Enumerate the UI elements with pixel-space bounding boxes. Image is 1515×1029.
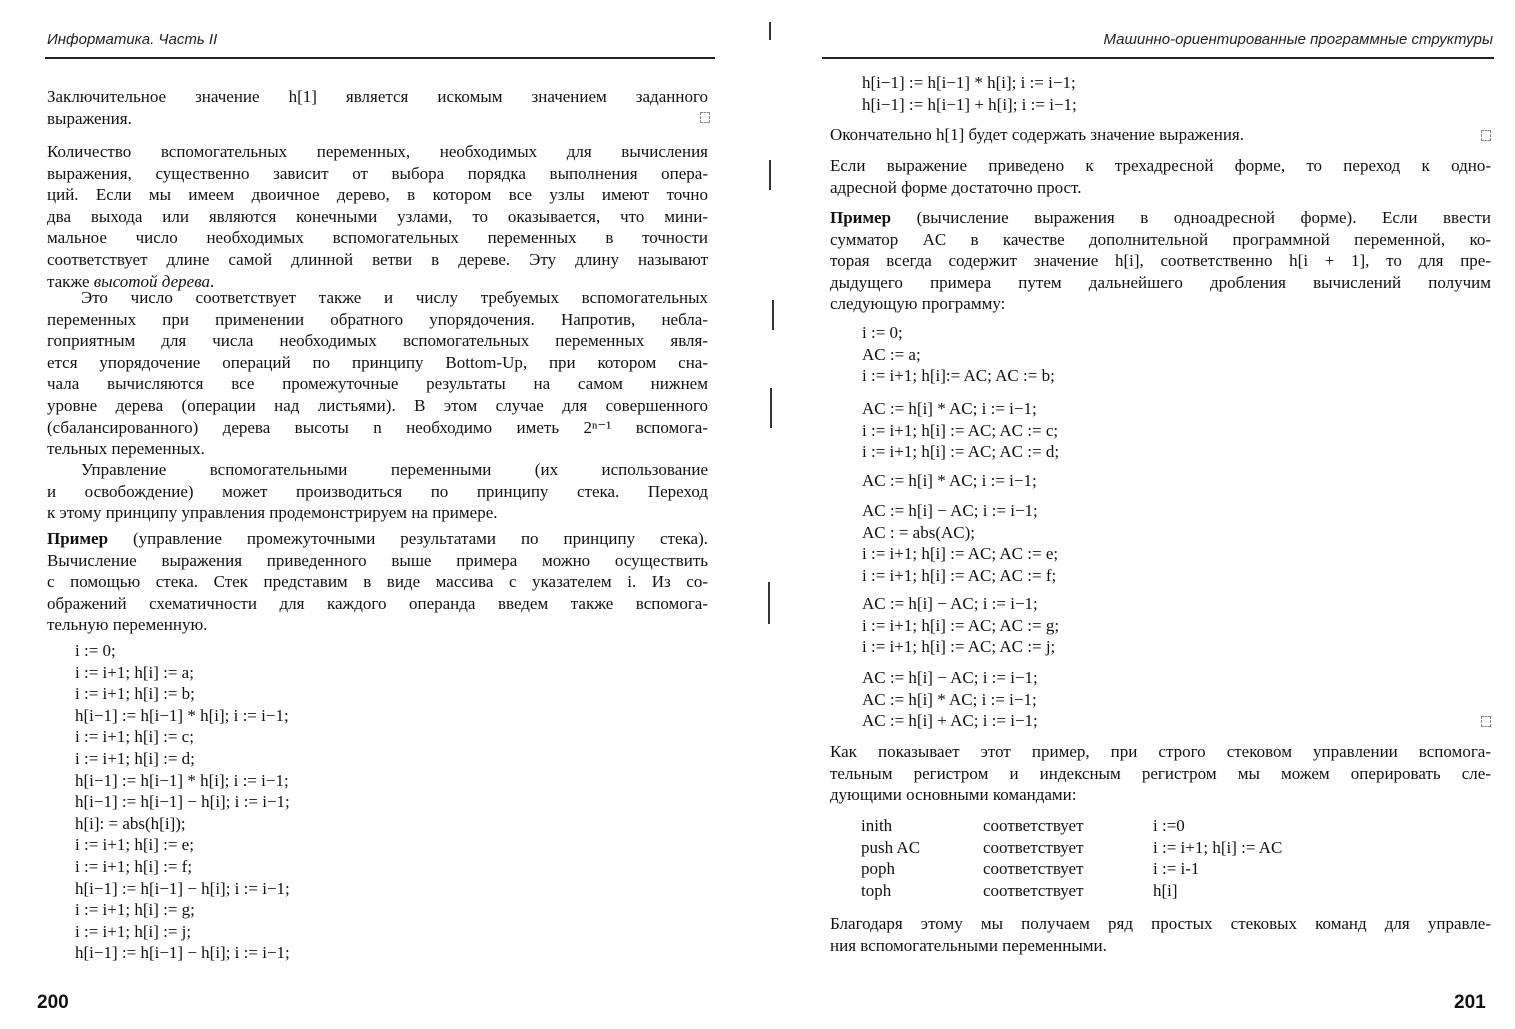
code-line: AC := h[i] * AC; i := i−1;: [862, 471, 1037, 490]
code-line: i := i+1; h[i] := f;: [75, 856, 193, 876]
text-line: Как показывает этот пример, при строго стековом управлении вспомога-: [830, 742, 1491, 761]
left-page-number: 200: [37, 992, 69, 1013]
command-eq: i := i-1: [1153, 859, 1200, 879]
paragraph: [47, 528, 708, 636]
code-line: AC := a;: [862, 344, 921, 364]
code-line: i := i+1; h[i] := AC; AC := e;: [862, 544, 1059, 564]
example-label: Пример: [830, 208, 892, 227]
left-running-header: Информатика. Часть II: [47, 31, 218, 48]
command-rel: соответствует: [983, 859, 1084, 879]
command-eq: i :=0: [1153, 816, 1185, 835]
text-line: Вычисление выражения приведенного выше примера можно осуществить: [47, 550, 708, 570]
code-line: i := i+1; h[i] := e;: [75, 835, 194, 855]
text-line: с помощью стека. Стек представим в виде массива с указателем i. Из со-: [47, 572, 708, 592]
code-line: h[i−1] := h[i−1] * h[i]; i := i−1;: [862, 73, 1076, 92]
text-line: торая всегда содержит значение h[i], соответственно h[i + 1], то для пре-: [830, 251, 1491, 271]
command-cmd: inith: [861, 816, 893, 835]
paragraph: [830, 913, 1491, 956]
code-listing: [862, 322, 1362, 387]
paragraph: [830, 207, 1491, 315]
code-listing: [862, 500, 1362, 586]
code-line: i := i+1; h[i]:= AC; AC := b;: [862, 366, 1055, 386]
text-line: Пример (вычисление выражения в одноадресной форме). Если ввести: [830, 208, 1491, 227]
paragraph: [47, 287, 708, 460]
code-line: AC := h[i] − AC; i := i−1;: [862, 668, 1038, 687]
paragraph: [830, 124, 1390, 146]
code-line: AC := h[i] * AC; i := i−1;: [862, 399, 1037, 418]
text-line: Управление вспомогательными переменными (их использование: [81, 460, 708, 479]
text-line: Это число соответствует также и числу требуемых вспомогательных: [81, 288, 708, 307]
text-line: Количество вспомогательных переменных, необходимых для вычисления: [47, 142, 708, 161]
paragraph: [47, 86, 708, 129]
end-of-example-icon: [1481, 130, 1491, 141]
code-line: i := 0;: [862, 323, 903, 342]
text-line: тельным регистром и индексным регистром мы можем оперировать сле-: [830, 763, 1491, 783]
scan-artifact: [770, 388, 772, 428]
text-line: мальное число необходимых вспомогательных переменных в точности: [47, 228, 708, 248]
text-line: и освобождение) может производиться по принципу стека. Переход: [47, 481, 708, 501]
code-line: i := i+1; h[i] := a;: [75, 662, 194, 682]
command-row: [861, 815, 1282, 837]
code-line: i := i+1; h[i] := AC; AC := g;: [862, 615, 1060, 635]
command-row: [861, 858, 1282, 880]
text-line: ображений схематичности для каждого операнда введем также вспомога-: [47, 593, 708, 613]
code-line: i := i+1; h[i] := AC; AC := f;: [862, 565, 1057, 585]
code-line: i := i+1; h[i] := AC; AC := c;: [862, 420, 1059, 440]
command-cmd: toph: [861, 880, 892, 900]
term-emphasis: высотой дерева: [93, 271, 210, 291]
end-of-example-icon: [700, 112, 710, 123]
right-page-number: 201: [1454, 992, 1486, 1013]
code-line: AC := h[i] * AC; i := i−1;: [862, 689, 1037, 709]
code-line: h[i]: = abs(h[i]);: [75, 813, 186, 833]
code-line: AC := h[i] − AC; i := i−1;: [862, 501, 1038, 520]
command-rel: соответствует: [983, 816, 1084, 835]
text-line: дыдущего примера путем дальнейшего дробления вычислений получим: [830, 272, 1491, 292]
text-line: к этому принципу управления продемонстрируем на примере.: [47, 503, 498, 523]
text-line: ния вспомогательными переменными.: [830, 935, 1107, 955]
text-line: следующую программу:: [830, 294, 1006, 314]
command-eq: i := i+1; h[i] := AC: [1153, 837, 1283, 857]
text-line: Окончательно h[1] будет содержать значение выражения.: [830, 125, 1244, 144]
text-line: тельных переменных.: [47, 439, 205, 459]
text-line: гоприятным для числа необходимых вспомогательных переменных явля-: [47, 331, 708, 351]
scan-artifact: [769, 22, 771, 40]
text-line: Благодаря этому мы получаем ряд простых стековых команд для управле-: [830, 914, 1491, 933]
code-line: h[i−1] := h[i−1] − h[i]; i := i−1;: [75, 943, 290, 963]
right-header-rule: [822, 57, 1494, 59]
code-listing: [862, 470, 1362, 492]
code-line: i := i+1; h[i] := j;: [75, 921, 192, 941]
text-line: чала вычисляются все промежуточные результаты на самом нижнем: [47, 374, 708, 394]
code-line: i := i+1; h[i] := b;: [75, 684, 195, 704]
command-rel: соответствует: [983, 880, 1084, 900]
text-line: сумматор AC в качестве дополнительной программной переменной, ко-: [830, 229, 1491, 249]
text-line: ется упорядочение операций по принципу Bottom-Up, при котором сна-: [47, 352, 708, 372]
text-line: адресной форме достаточно прост.: [830, 177, 1082, 197]
text-line: уровне дерева (операции над листьями). В этом случае для совершенного: [47, 395, 708, 415]
example-label: Пример: [47, 529, 109, 548]
code-line: i := i+1; h[i] := c;: [75, 727, 194, 747]
code-line: h[i−1] := h[i−1] * h[i]; i := i−1;: [75, 705, 289, 725]
text-line: тельную переменную.: [47, 615, 208, 635]
code-line: i := i+1; h[i] := g;: [75, 900, 195, 920]
command-table: [861, 815, 1282, 901]
code-line: h[i−1] := h[i−1] * h[i]; i := i−1;: [75, 770, 289, 790]
command-eq: h[i]: [1153, 880, 1178, 900]
code-line: AC := h[i] − AC; i := i−1;: [862, 594, 1038, 613]
text-line: выражения, существенно зависит от выбора порядка выполнения опера-: [47, 163, 708, 183]
text-line: выражения.: [47, 108, 132, 128]
scan-artifact: [769, 160, 771, 190]
scan-artifact: [772, 300, 774, 330]
command-cmd: push AC: [861, 837, 921, 857]
code-line: AC : = abs(AC);: [862, 522, 975, 542]
text-line: Пример (управление промежуточными результатами по принципу стека).: [47, 529, 708, 548]
paragraph: [830, 741, 1491, 806]
right-running-header: Машинно-ориентированные программные структуры: [1103, 31, 1493, 48]
paragraph: [47, 141, 708, 292]
paragraph: [47, 459, 708, 524]
text-line: два выхода или являются конечными узлами, то оказывается, что мини-: [47, 206, 708, 226]
code-line: AC := h[i] + AC; i := i−1;: [862, 711, 1038, 731]
text-line: Если выражение приведено к трехадресной форме, то переход к одно-: [830, 156, 1491, 175]
text-line: Заключительное значение h[1] является искомым значением заданного: [47, 87, 708, 106]
paragraph: [830, 155, 1491, 198]
scan-artifact: [768, 582, 770, 624]
code-line: i := i+1; h[i] := AC; AC := d;: [862, 442, 1060, 462]
command-rel: соответствует: [983, 837, 1084, 857]
code-line: h[i−1] := h[i−1] − h[i]; i := i−1;: [75, 878, 290, 898]
text-line: соответствует длине самой длинной ветви в дереве. Эту длину называют: [47, 249, 708, 269]
code-line: i := i+1; h[i] := AC; AC := j;: [862, 637, 1056, 657]
code-listing: [862, 593, 1362, 658]
command-cmd: poph: [861, 859, 895, 879]
command-row: [861, 837, 1282, 859]
code-line: i := i+1; h[i] := d;: [75, 748, 195, 768]
code-listing: [862, 72, 1362, 115]
code-listing: [862, 398, 1362, 463]
text-line: также высотой дерева.: [47, 271, 215, 291]
code-listing: [862, 667, 1362, 732]
code-line: h[i−1] := h[i−1] − h[i]; i := i−1;: [75, 792, 290, 812]
text-line: (сбалансированного) дерева высоты n необходимо иметь 2ⁿ⁻¹ вспомога-: [47, 417, 708, 437]
left-header-rule: [45, 57, 715, 59]
code-line: h[i−1] := h[i−1] + h[i]; i := i−1;: [862, 94, 1077, 114]
code-line: i := 0;: [75, 641, 116, 660]
end-of-example-icon: [1481, 716, 1491, 727]
command-row: [861, 880, 1282, 902]
text-line: дующими основными командами:: [830, 785, 1077, 805]
text-line: ций. Если мы имеем двоичное дерево, в котором все узлы имеют точно: [47, 185, 708, 205]
text-line: переменных при применении обратного упорядочения. Напротив, небла-: [47, 309, 708, 329]
code-listing: [75, 640, 575, 964]
